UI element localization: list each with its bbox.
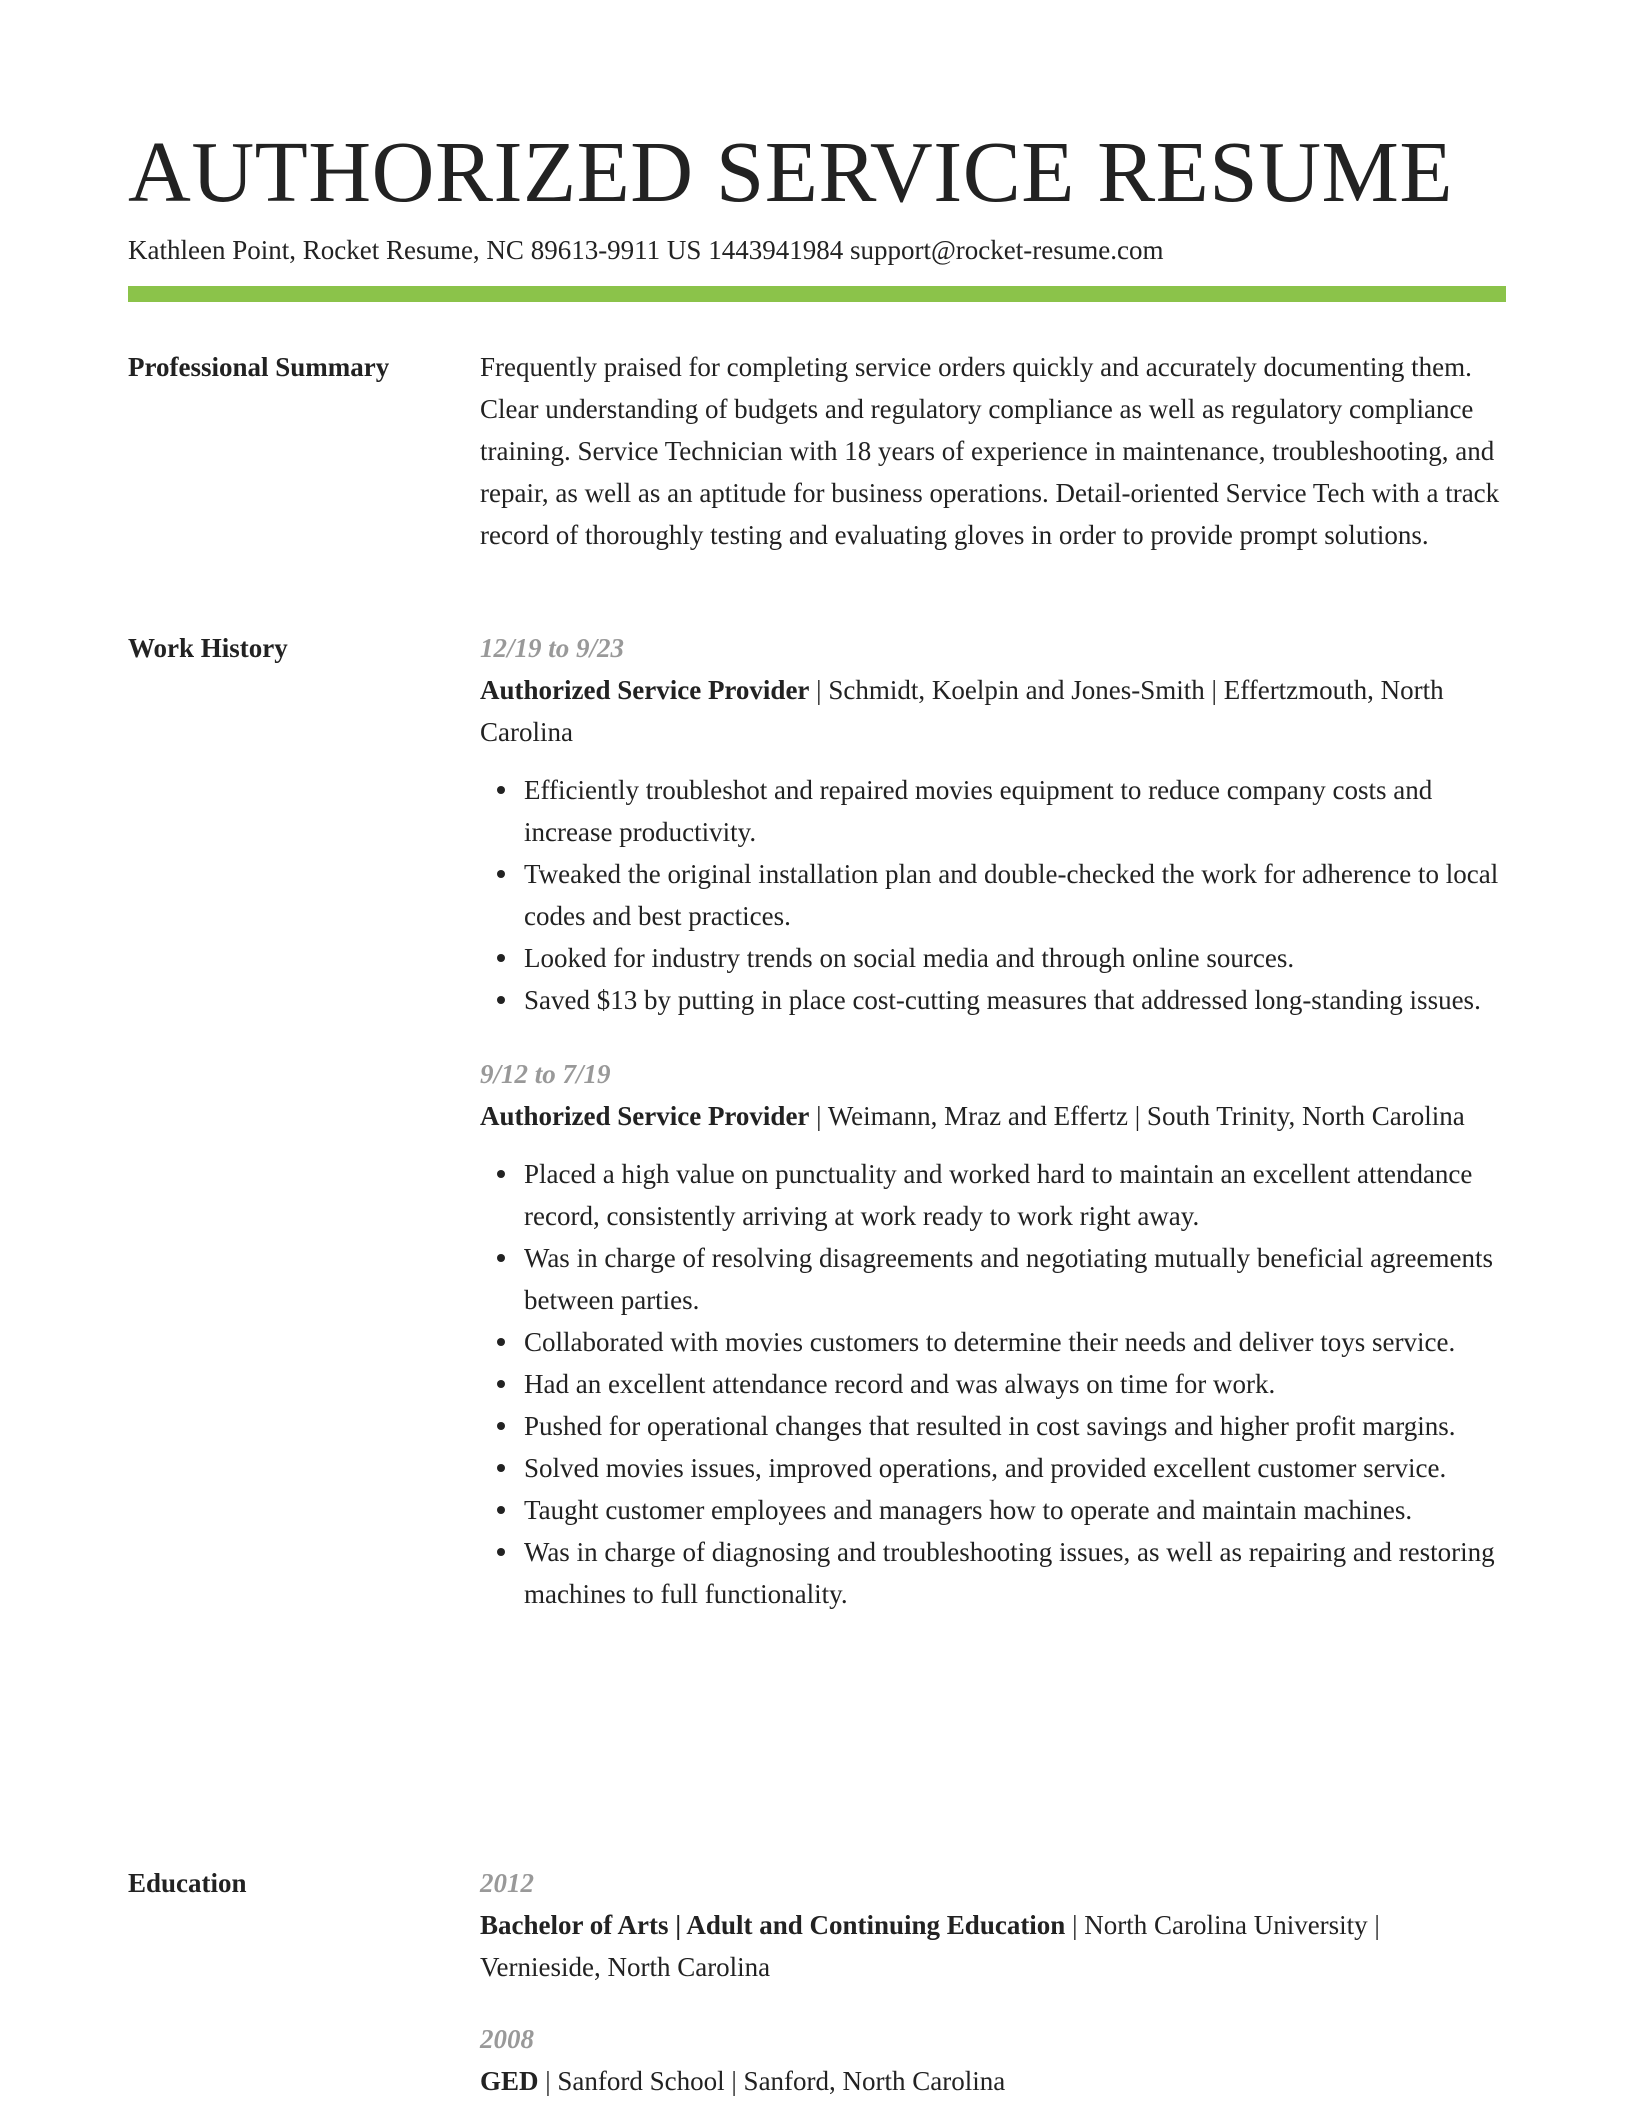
- degree-title: GED: [480, 2066, 539, 2096]
- list-item: Placed a high value on punctuality and worked hard to maintain an excellent attendance record, consistently arriving at work ready to work right away.: [524, 1153, 1506, 1237]
- job-dates: 12/19 to 9/23: [480, 633, 625, 663]
- resume-title: AUTHORIZED SERVICE RESUME: [128, 123, 1454, 220]
- list-item: Collaborated with movies customers to determine their needs and deliver toys service.: [524, 1321, 1506, 1363]
- education-heading: [480, 1904, 1506, 1988]
- list-item: Tweaked the original installation plan and double-checked the work for adherence to local codes and best practices.: [524, 853, 1506, 937]
- job-heading: [480, 1095, 1506, 1137]
- degree-title: Bachelor of Arts | Adult and Continuing Education: [480, 1910, 1066, 1940]
- job-details: | Weimann, Mraz and Effertz | South Trinity, North Carolina: [809, 1101, 1465, 1131]
- education-details: | North Carolina University | Vernieside, North Carolina: [480, 1910, 1380, 1982]
- summary-text: Frequently praised for completing service orders quickly and accurately documenting them. Clear understanding of budgets and regulatory compliance as well as regulatory compliance training. Service Technician with 18 years of experience in maintenance, troubleshooting, and repair, as well as an aptitude for business operations. Detail-oriented Service Tech with a track record of thoroughly testing and evaluating gloves in order to provide prompt solutions.: [480, 352, 1500, 550]
- section-body: [480, 346, 1506, 556]
- education-date: 2012: [480, 1868, 534, 1898]
- education-entry: [480, 2018, 1506, 2102]
- list-item: Pushed for operational changes that resulted in cost savings and higher profit margins.: [524, 1405, 1506, 1447]
- job-details: | Schmidt, Koelpin and Jones-Smith | Effertzmouth, North Carolina: [480, 675, 1444, 747]
- education-heading: [480, 2060, 1506, 2102]
- list-item: Was in charge of diagnosing and troubleshooting issues, as well as repairing and restoring machines to full functionality.: [524, 1531, 1506, 1615]
- job-bullets: [480, 769, 1506, 1021]
- job-bullets: [480, 1153, 1506, 1615]
- section-label: Work History: [128, 633, 288, 663]
- list-item: Efficiently troubleshot and repaired movies equipment to reduce company costs and increase productivity.: [524, 769, 1506, 853]
- list-item: Was in charge of resolving disagreements and negotiating mutually beneficial agreements between parties.: [524, 1237, 1506, 1321]
- list-item: Taught customer employees and managers how to operate and maintain machines.: [524, 1489, 1506, 1531]
- job-heading: [480, 669, 1506, 753]
- list-item: Saved $13 by putting in place cost-cutting measures that addressed long-standing issues.: [524, 979, 1506, 1021]
- section-label: Professional Summary: [128, 352, 390, 382]
- section-body: [480, 627, 1506, 1615]
- job-dates: 9/12 to 7/19: [480, 1059, 611, 1089]
- list-item: Solved movies issues, improved operations, and provided excellent customer service.: [524, 1447, 1506, 1489]
- job-entry: [480, 627, 1506, 1021]
- job-title: Authorized Service Provider: [480, 675, 810, 705]
- education-date: 2008: [480, 2024, 534, 2054]
- section-label: Education: [128, 1868, 247, 1898]
- list-item: Looked for industry trends on social media and through online sources.: [524, 937, 1506, 979]
- contact-line: Kathleen Point, Rocket Resume, NC 89613-9911 US 1443941984 support@rocket-resume.com: [128, 235, 1164, 265]
- job-title: Authorized Service Provider: [480, 1101, 810, 1131]
- education-details: | Sanford School | Sanford, North Carolina: [538, 2066, 1006, 2096]
- accent-divider: [128, 286, 1506, 302]
- job-entry: [480, 1053, 1506, 1615]
- section-body: [480, 1862, 1506, 2102]
- list-item: Had an excellent attendance record and was always on time for work.: [524, 1363, 1506, 1405]
- education-entry: [480, 1862, 1506, 1988]
